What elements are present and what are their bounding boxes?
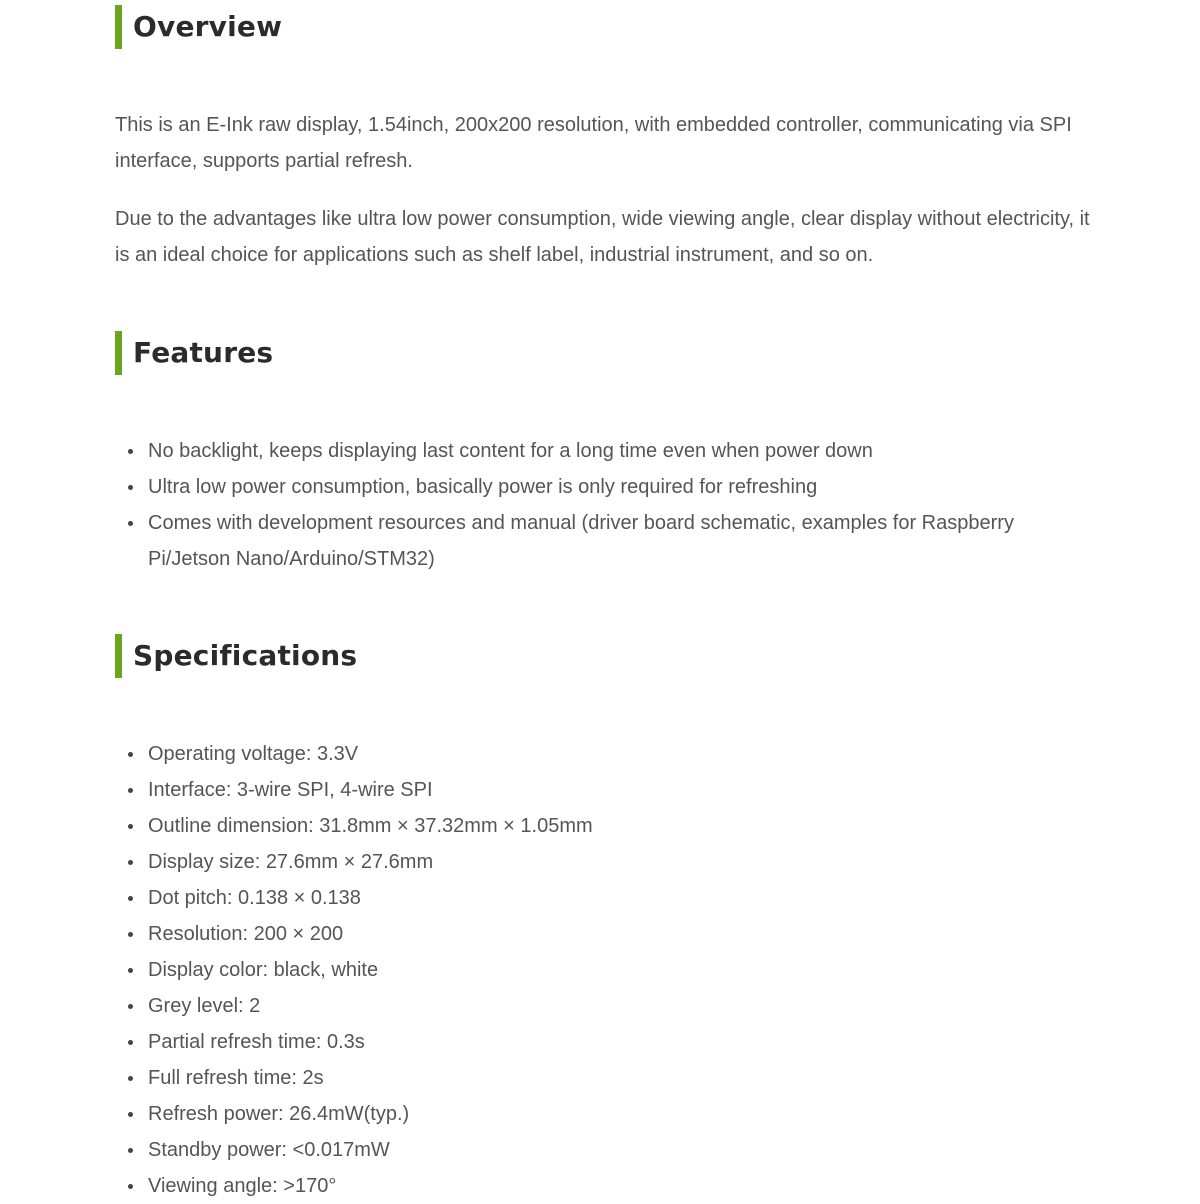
list-item: Comes with development resources and manual (driver board schematic, examples for Raspberry Pi/Jetson Nano/Arduino/STM32) [148, 505, 1048, 577]
list-item: Dot pitch: 0.138 × 0.138 [148, 880, 1048, 916]
overview-paragraph-2: Due to the advantages like ultra low power consumption, wide viewing angle, clear display without electricity, it is an ideal choice for applications such as shelf label, industrial instrument, and so on. [115, 208, 1090, 266]
list-item: Interface: 3-wire SPI, 4-wire SPI [148, 772, 1048, 808]
list-item: Operating voltage: 3.3V [148, 736, 1048, 772]
list-item: Standby power: <0.017mW [148, 1132, 1048, 1168]
list-item: Grey level: 2 [148, 988, 1048, 1024]
list-item: Refresh power: 26.4mW(typ.) [148, 1096, 1048, 1132]
list-item: Ultra low power consumption, basically power is only required for refreshing [148, 469, 1048, 505]
overview-heading: Overview [115, 5, 282, 49]
specifications-heading: Specifications [115, 634, 357, 678]
list-item: No backlight, keeps displaying last content for a long time even when power down [148, 433, 1048, 469]
list-item: Partial refresh time: 0.3s [148, 1024, 1048, 1060]
features-list [148, 433, 1048, 577]
list-item: Outline dimension: 31.8mm × 37.32mm × 1.05mm [148, 808, 1048, 844]
list-item: Display size: 27.6mm × 27.6mm [148, 844, 1048, 880]
list-item: Full refresh time: 2s [148, 1060, 1048, 1096]
features-heading: Features [115, 331, 273, 375]
list-item: Display color: black, white [148, 952, 1048, 988]
specifications-list [148, 736, 1048, 1204]
list-item: Viewing angle: >170° [148, 1168, 1048, 1204]
overview-paragraph-1: This is an E-Ink raw display, 1.54inch, 200x200 resolution, with embedded controller, communicating via SPI interface, supports partial refresh. [115, 114, 1072, 172]
list-item: Resolution: 200 × 200 [148, 916, 1048, 952]
